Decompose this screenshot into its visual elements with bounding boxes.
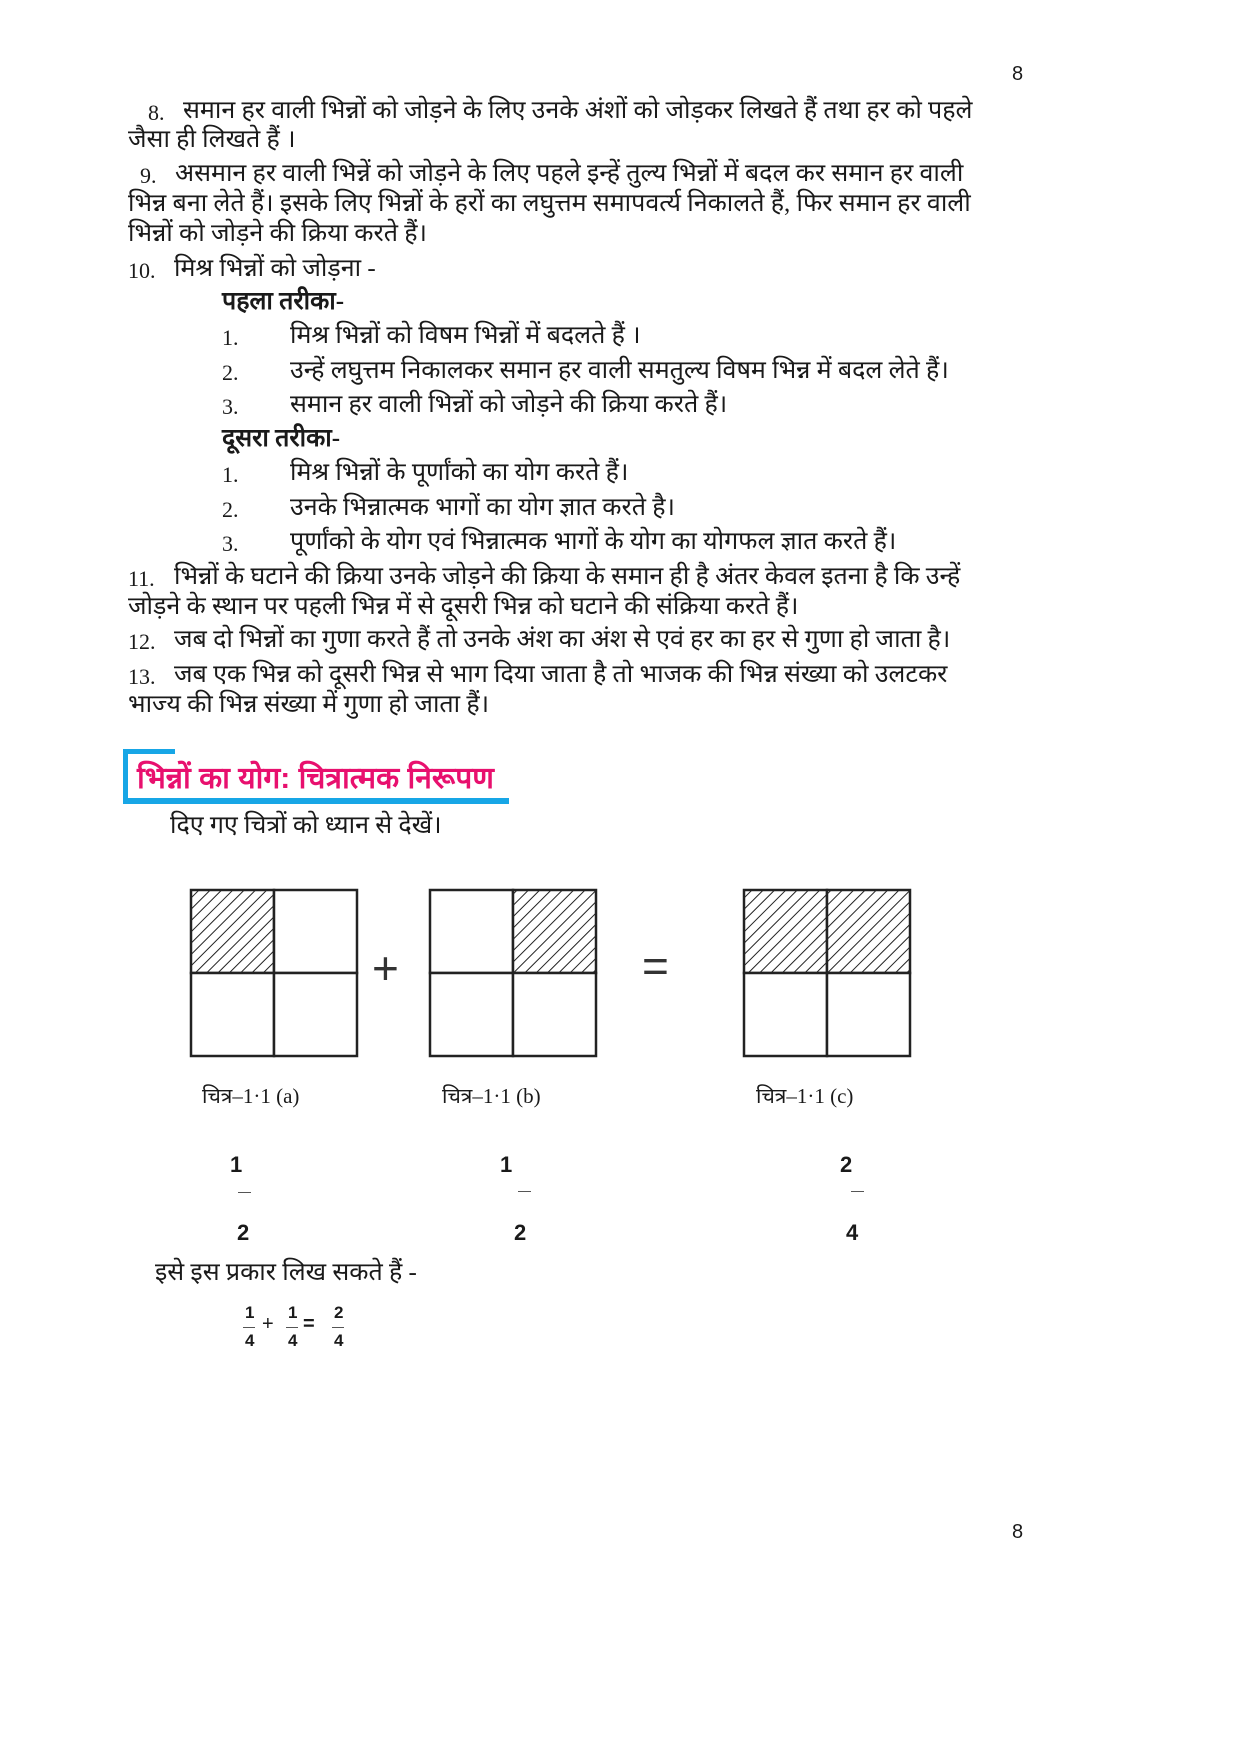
section-heading: भिन्नों का योग: चित्रात्मक निरूपण — [137, 762, 494, 795]
point-number: 12. — [128, 629, 156, 654]
eq-c-numerator: 2 — [334, 1303, 344, 1322]
equals-sign: = — [642, 940, 669, 992]
point-text: जब एक भिन्न को दूसरी भिन्न से भाग दिया जाता है तो भाजक की भिन्न संख्या को उलटकर — [174, 661, 948, 688]
quadrant — [274, 973, 357, 1056]
section-intro: दिए गए चित्रों को ध्यान से देखें। — [170, 812, 442, 839]
shaded-quadrant — [744, 890, 827, 973]
heading-border-bottom — [123, 798, 509, 804]
fraction-denominator: 2 — [514, 1220, 527, 1245]
step-text: पूर्णांको के योग एवं भिन्नात्मक भागों के योग का योगफल ज्ञात करते हैं। — [290, 528, 897, 555]
shaded-quadrant — [191, 890, 274, 973]
plus-sign: + — [372, 942, 399, 994]
fraction-bar — [851, 1191, 864, 1192]
fraction-denominator: 2 — [237, 1220, 250, 1245]
shaded-quadrant — [513, 890, 596, 973]
step-text: मिश्र भिन्नों को विषम भिन्नों में बदलते हैं । — [290, 322, 641, 349]
point-number: 8. — [148, 100, 165, 125]
eq-b-numerator: 1 — [288, 1303, 298, 1322]
method1-title: पहला तरीका- — [222, 288, 345, 315]
step-number: 1. — [222, 462, 239, 487]
heading-border-top — [123, 749, 175, 754]
eq-b-denominator: 4 — [288, 1331, 298, 1350]
fraction-bar — [243, 1327, 255, 1328]
point-text: जैसा ही लिखते हैं । — [128, 126, 296, 153]
fraction-numerator: 1 — [230, 1152, 243, 1177]
step-text: मिश्र भिन्नों के पूर्णांको का योग करते हैं। — [290, 459, 629, 486]
quadrant — [513, 973, 596, 1056]
fraction-bar — [332, 1327, 344, 1328]
point-text: भाज्य की भिन्न संख्या में गुणा हो जाता हैं। — [128, 691, 490, 718]
heading-border-left — [123, 749, 128, 804]
quadrant — [191, 973, 274, 1056]
step-number: 3. — [222, 394, 239, 419]
figure-c-grid — [742, 888, 912, 1058]
figure-caption: चित्र–1·1 (b) — [442, 1084, 541, 1108]
step-text: समान हर वाली भिन्नों को जोड़ने की क्रिया करते हैं। — [290, 391, 728, 418]
figure-caption: चित्र–1·1 (a) — [202, 1084, 300, 1108]
write-as-text: इसे इस प्रकार लिख सकते हैं - — [155, 1259, 417, 1286]
eq-a-numerator: 1 — [245, 1303, 255, 1322]
point-text: भिन्न बना लेते हैं। इसके लिए भिन्नों के हरों का लघुत्तम समापवर्त्य निकालते हैं, फिर समान हर वाली — [128, 190, 971, 217]
step-number: 2. — [222, 497, 239, 522]
point-number: 11. — [128, 566, 155, 591]
fraction-bar — [286, 1327, 298, 1328]
figure-a-grid — [189, 888, 359, 1058]
fraction-numerator: 1 — [500, 1152, 513, 1177]
quadrant — [430, 973, 513, 1056]
point-number: 10. — [128, 258, 156, 283]
quadrant — [827, 973, 910, 1056]
point-text: मिश्र भिन्नों को जोड़ना - — [174, 255, 376, 282]
step-number: 1. — [222, 325, 239, 350]
figure-b-grid — [428, 888, 598, 1058]
shaded-quadrant — [827, 890, 910, 973]
point-number: 9. — [140, 163, 157, 188]
fraction-bar — [518, 1191, 531, 1192]
eq-c-denominator: 4 — [334, 1331, 344, 1350]
point-text: भिन्नों के घटाने की क्रिया उनके जोड़ने की क्रिया के समान ही है अंतर केवल इतना है कि उन्हें — [174, 563, 961, 590]
step-number: 2. — [222, 360, 239, 385]
quadrant — [274, 890, 357, 973]
point-text: जोड़ने के स्थान पर पहली भिन्न में से दूसरी भिन्न को घटाने की संक्रिया करते हैं। — [128, 593, 799, 620]
point-text: असमान हर वाली भिन्नें को जोड़ने के लिए पहले इन्हें तुल्य भिन्नों में बदल कर समान हर वाली — [175, 160, 964, 187]
eq-equals: = — [303, 1313, 315, 1335]
step-number: 3. — [222, 531, 239, 556]
eq-a-denominator: 4 — [245, 1331, 255, 1350]
quadrant — [430, 890, 513, 973]
step-text: उनके भिन्नात्मक भागों का योग ज्ञात करते है। — [290, 494, 675, 521]
page-number-top: 8 — [1012, 63, 1024, 85]
figure-caption: चित्र–1·1 (c) — [756, 1084, 854, 1108]
point-text: जब दो भिन्नों का गुणा करते हैं तो उनके अंश का अंश से एवं हर का हर से गुणा हो जाता है। — [174, 626, 951, 653]
fraction-denominator: 4 — [846, 1220, 859, 1245]
point-text: समान हर वाली भिन्नों को जोड़ने के लिए उनके अंशों को जोड़कर लिखते हैं तथा हर को पहले — [183, 97, 973, 124]
eq-plus: + — [262, 1313, 274, 1335]
method2-title: दूसरा तरीका- — [222, 425, 341, 452]
fraction-bar — [238, 1192, 251, 1193]
step-text: उन्हें लघुत्तम निकालकर समान हर वाली समतुल्य विषम भिन्न में बदल लेते हैं। — [290, 357, 949, 384]
point-text: भिन्नों को जोड़ने की क्रिया करते हैं। — [128, 220, 427, 247]
quadrant — [744, 973, 827, 1056]
point-number: 13. — [128, 664, 156, 689]
fraction-numerator: 2 — [840, 1152, 853, 1177]
page-number-bottom: 8 — [1012, 1521, 1024, 1543]
